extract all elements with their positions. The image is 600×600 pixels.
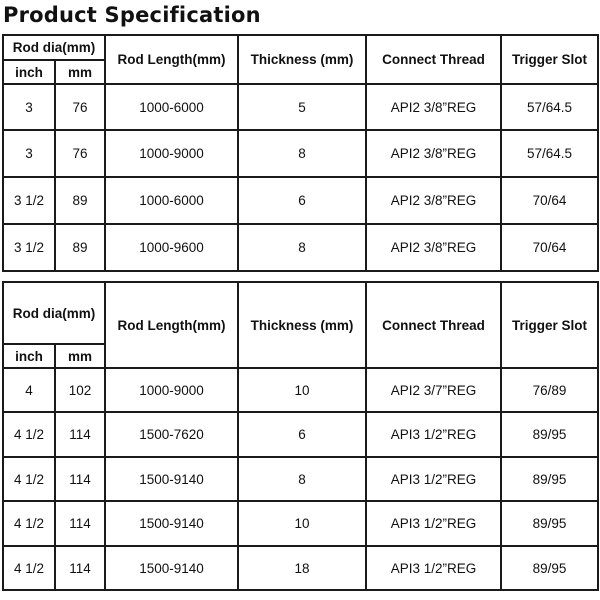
cell-slot: 89/95 xyxy=(501,412,598,457)
cell-thickness: 8 xyxy=(238,224,366,271)
cell-mm: 89 xyxy=(55,224,105,271)
header-rod-dia: Rod dia(mm) xyxy=(3,282,105,344)
table-row xyxy=(3,546,598,590)
page-title: Product Specification xyxy=(3,3,261,27)
table-row xyxy=(3,457,598,501)
cell-mm: 76 xyxy=(55,130,105,177)
cell-length: 1000-6000 xyxy=(105,177,238,224)
cell-thickness: 5 xyxy=(238,84,366,130)
cell-slot: 76/89 xyxy=(501,368,598,412)
cell-inch: 4 1/2 xyxy=(3,501,55,546)
header-thickness: Thickness (mm) xyxy=(238,282,366,368)
header-inch: inch xyxy=(3,60,55,84)
cell-inch: 3 xyxy=(3,84,55,130)
cell-inch: 3 1/2 xyxy=(3,177,55,224)
cell-inch: 4 1/2 xyxy=(3,546,55,590)
cell-slot: 89/95 xyxy=(501,501,598,546)
cell-length: 1500-7620 xyxy=(105,412,238,457)
header-connect-thread: Connect Thread xyxy=(366,35,501,84)
cell-slot: 89/95 xyxy=(501,546,598,590)
cell-mm: 114 xyxy=(55,457,105,501)
header-trigger-slot: Trigger Slot xyxy=(501,35,598,84)
cell-inch: 3 1/2 xyxy=(3,224,55,271)
cell-mm: 114 xyxy=(55,546,105,590)
cell-length: 1500-9140 xyxy=(105,546,238,590)
header-mm: mm xyxy=(55,344,105,368)
cell-slot: 57/64.5 xyxy=(501,130,598,177)
header-rod-length: Rod Length(mm) xyxy=(105,35,238,84)
cell-thickness: 6 xyxy=(238,412,366,457)
cell-thread: API2 3/7”REG xyxy=(366,368,501,412)
cell-length: 1500-9140 xyxy=(105,457,238,501)
cell-thread: API2 3/8”REG xyxy=(366,84,501,130)
cell-thread: API2 3/8”REG xyxy=(366,177,501,224)
cell-slot: 57/64.5 xyxy=(501,84,598,130)
cell-length: 1000-9000 xyxy=(105,368,238,412)
cell-length: 1000-9600 xyxy=(105,224,238,271)
header-rod-length: Rod Length(mm) xyxy=(105,282,238,368)
cell-thread: API3 1/2”REG xyxy=(366,546,501,590)
cell-slot: 89/95 xyxy=(501,457,598,501)
cell-slot: 70/64 xyxy=(501,177,598,224)
cell-mm: 114 xyxy=(55,412,105,457)
cell-thickness: 18 xyxy=(238,546,366,590)
table-row xyxy=(3,224,598,271)
cell-mm: 114 xyxy=(55,501,105,546)
cell-length: 1500-9140 xyxy=(105,501,238,546)
header-trigger-slot: Trigger Slot xyxy=(501,282,598,368)
cell-mm: 102 xyxy=(55,368,105,412)
spec-table-2 xyxy=(2,281,599,591)
header-rod-dia: Rod dia(mm) xyxy=(3,35,105,60)
table-row xyxy=(3,368,598,412)
cell-thickness: 8 xyxy=(238,130,366,177)
cell-thread: API2 3/8”REG xyxy=(366,224,501,271)
cell-length: 1000-6000 xyxy=(105,84,238,130)
cell-thickness: 10 xyxy=(238,501,366,546)
cell-thread: API3 1/2”REG xyxy=(366,412,501,457)
table-row xyxy=(3,177,598,224)
cell-mm: 76 xyxy=(55,84,105,130)
header-inch: inch xyxy=(3,344,55,368)
table-row xyxy=(3,501,598,546)
cell-thread: API3 1/2”REG xyxy=(366,457,501,501)
table-row xyxy=(3,130,598,177)
cell-thickness: 8 xyxy=(238,457,366,501)
cell-thickness: 6 xyxy=(238,177,366,224)
cell-mm: 89 xyxy=(55,177,105,224)
cell-inch: 4 1/2 xyxy=(3,457,55,501)
header-mm: mm xyxy=(55,60,105,84)
cell-thread: API2 3/8”REG xyxy=(366,130,501,177)
cell-slot: 70/64 xyxy=(501,224,598,271)
header-thickness: Thickness (mm) xyxy=(238,35,366,84)
spec-table-1 xyxy=(2,34,599,272)
cell-thickness: 10 xyxy=(238,368,366,412)
header-connect-thread: Connect Thread xyxy=(366,282,501,368)
table-row xyxy=(3,412,598,457)
cell-length: 1000-9000 xyxy=(105,130,238,177)
cell-inch: 4 1/2 xyxy=(3,412,55,457)
cell-inch: 4 xyxy=(3,368,55,412)
table-row xyxy=(3,84,598,130)
cell-inch: 3 xyxy=(3,130,55,177)
cell-thread: API3 1/2”REG xyxy=(366,501,501,546)
